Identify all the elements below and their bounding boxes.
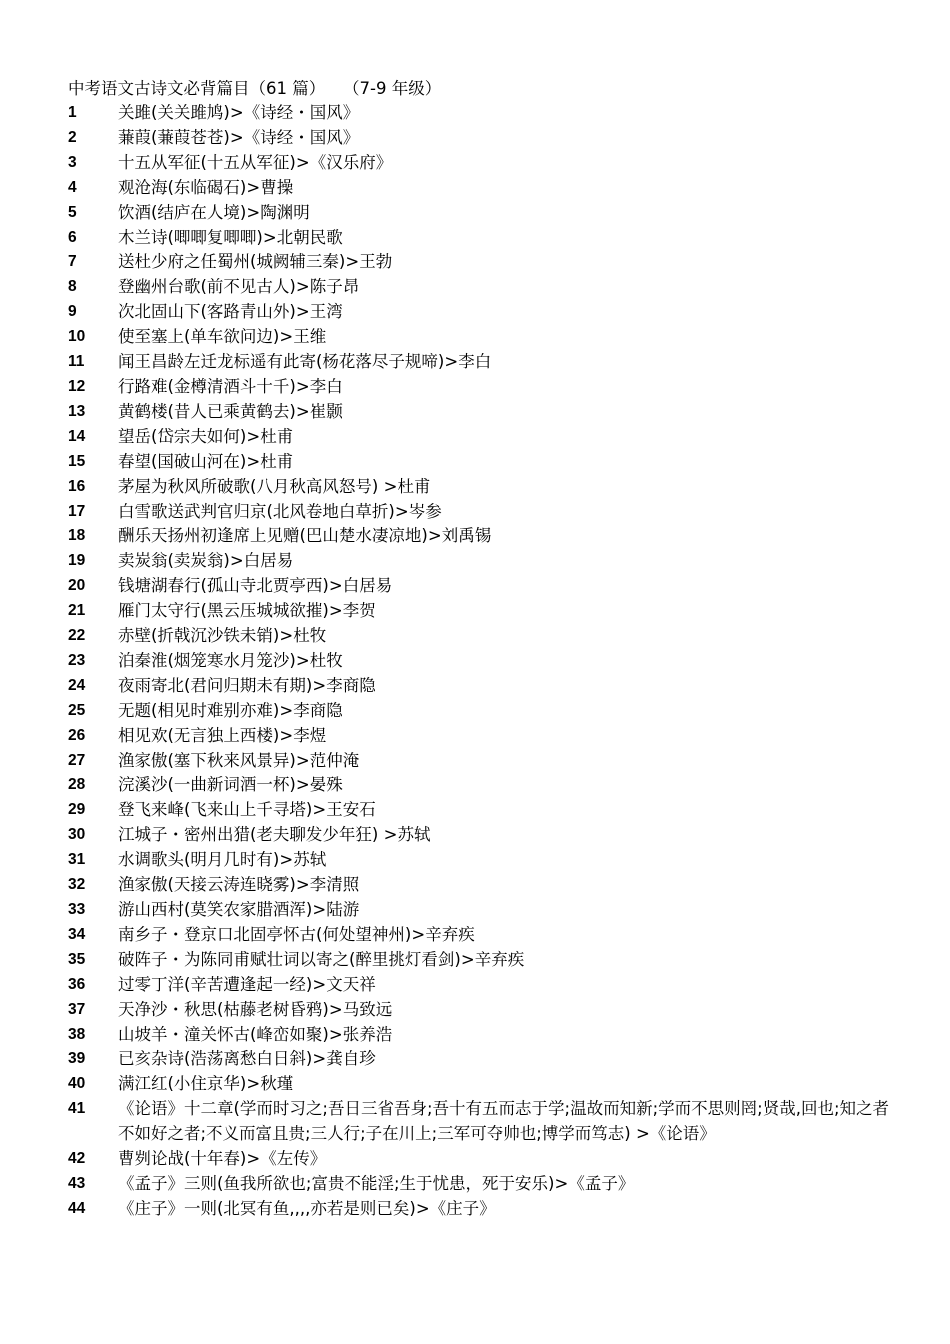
list-item: [68, 1097, 898, 1147]
item-text: 饮酒(结庐在人境)>陶渊明: [118, 202, 310, 222]
list-item: [68, 151, 898, 176]
item-number: 25: [68, 701, 86, 719]
grade-range: （7-9 年级）: [351, 79, 442, 98]
item-text: 相见欢(无言独上西楼)>李煜: [118, 725, 327, 745]
item-number: 35: [68, 950, 86, 968]
item-number: 17: [68, 502, 86, 520]
item-text: 赤壁(折戟沉沙铁未销)>杜牧: [118, 626, 327, 646]
item-text: 使至塞上(单车欲问边)>王维: [118, 327, 327, 347]
item-text: 行路难(金樽清酒斗十千)>李白: [118, 376, 343, 396]
item-number: 9: [68, 303, 77, 321]
item-number: 22: [68, 627, 86, 645]
item-number: 4: [68, 178, 77, 196]
list-item: [68, 350, 898, 375]
list-item: [68, 998, 898, 1023]
item-text: 《孟子》三则(鱼我所欲也;富贵不能淫;生于忧患，死于安乐)>《孟子》: [118, 1173, 635, 1193]
item-text: 破阵子・为陈同甫赋壮词以寄之(醉里挑灯看剑)>辛弃疾: [118, 949, 525, 969]
item-text: 次北固山下(客路青山外)>王湾: [118, 302, 343, 322]
item-number: 6: [68, 228, 77, 246]
item-number: 26: [68, 726, 86, 744]
list-item: [68, 724, 898, 749]
item-number: 43: [68, 1174, 86, 1192]
item-number: 29: [68, 801, 86, 819]
item-number: 13: [68, 402, 86, 420]
list-item: [68, 500, 898, 525]
list-item: [68, 375, 898, 400]
list-item: [68, 475, 898, 500]
item-number: 1: [68, 104, 77, 121]
list-item: [68, 300, 898, 325]
item-text: 登幽州台歌(前不见古人)>陈子昂: [118, 277, 360, 297]
item-text: 《庄子》一则(北冥有鱼,,,,亦若是则已矣)>《庄子》: [118, 1198, 496, 1218]
item-text: 南乡子・登京口北固亭怀古(何处望神州)>辛弃疾: [118, 924, 475, 944]
item-number: 38: [68, 1025, 86, 1043]
list-item: [68, 549, 898, 574]
item-text: 钱塘湖春行(孤山寺北贾亭西)>白居易: [118, 576, 393, 596]
list-item: [68, 101, 898, 126]
item-text: 白雪歌送武判官归京(北风卷地白草折)>岑参: [118, 501, 442, 521]
item-text: 黄鹤楼(昔人已乘黄鹤去)>崔颢: [118, 401, 343, 421]
item-text: 《论语》十二章(学而时习之;吾日三省吾身;吾十有五而志于学;温故而知新;学而不思则罔;贤哉,回也;知之者不如好之者;不义而富且贵;三人行;子在川上;三军可夺帅也;博学而笃志) >《论语》: [118, 1099, 890, 1144]
item-text: 游山西村(莫笑农家腊酒浑)>陆游: [118, 900, 360, 919]
list-item: [68, 624, 898, 649]
item-text: 蒹葭(蒹葭苍苍)>《诗经・国风》: [118, 127, 360, 147]
list-item: [68, 773, 898, 798]
item-text: 山坡羊・潼关怀古(峰峦如聚)>张养浩: [118, 1024, 393, 1044]
list-item: [68, 425, 898, 450]
item-number: 27: [68, 751, 86, 769]
item-text: 关雎(关关雎鸠)>《诗经・国风》: [118, 103, 360, 122]
item-text: 浣溪沙(一曲新词酒一杯)>晏殊: [118, 775, 343, 795]
item-number: 42: [68, 1150, 86, 1168]
list-item: [68, 749, 898, 774]
item-number: 32: [68, 876, 86, 894]
list-item: [68, 649, 898, 674]
item-number: 2: [68, 128, 77, 146]
item-text: 渔家傲(天接云涛连晓雾)>李清照: [118, 875, 360, 895]
title-text: 中考语文古诗文必背篇目（61 篇）: [68, 79, 326, 98]
item-number: 19: [68, 552, 86, 570]
list-item: [68, 450, 898, 475]
item-text: 江城子・密州出猎(老夫聊发少年狂) >苏轼: [118, 825, 431, 845]
item-text: 十五从军征(十五从军征)>《汉乐府》: [118, 152, 393, 172]
item-text: 茅屋为秋风所破歌(八月秋高风怒号) >杜甫: [118, 476, 431, 496]
item-number: 39: [68, 1050, 86, 1068]
list-item: [68, 201, 898, 226]
list-item: [68, 674, 898, 699]
item-text: 观沧海(东临碣石)>曹操: [118, 177, 294, 197]
item-number: 3: [68, 153, 77, 171]
list-item: [68, 823, 898, 848]
item-text: 渔家傲(塞下秋来风景异)>范仲淹: [118, 750, 360, 770]
item-number: 15: [68, 452, 86, 470]
list-item: [68, 226, 898, 251]
item-text: 天净沙・秋思(枯藤老树昏鸦)>马致远: [118, 999, 393, 1019]
list-item: [68, 400, 898, 425]
list-item: [68, 1072, 898, 1097]
list-item: [68, 1147, 898, 1172]
list-item: [68, 524, 898, 549]
list-item: [68, 250, 898, 275]
list-item: [68, 599, 898, 624]
item-number: 28: [68, 776, 86, 794]
item-text: 望岳(岱宗夫如何)>杜甫: [118, 426, 294, 446]
item-text: 卖炭翁(卖炭翁)>白居易: [118, 551, 294, 571]
list-item: [68, 798, 898, 823]
list-item: [68, 1023, 898, 1048]
item-number: 24: [68, 676, 86, 694]
list-item: [68, 699, 898, 724]
list-item: [68, 126, 898, 151]
item-text: 送杜少府之任蜀州(城阙辅三秦)>王勃: [118, 252, 393, 272]
item-text: 已亥杂诗(浩荡离愁白日斜)>龚自珍: [118, 1049, 376, 1069]
item-number: 30: [68, 826, 86, 844]
list-item: [68, 1197, 898, 1222]
list-item: [68, 873, 898, 898]
item-number: 34: [68, 925, 86, 943]
item-number: 18: [68, 527, 86, 545]
item-text: 夜雨寄北(君问归期未有期)>李商隐: [118, 675, 376, 695]
item-text: 登飞来峰(飞来山上千寻塔)>王安石: [118, 800, 376, 820]
list-item: [68, 275, 898, 300]
item-number: 40: [68, 1075, 86, 1093]
item-text: 无题(相见时难别亦难)>李商隐: [118, 700, 343, 720]
list-item: [68, 848, 898, 873]
item-text: 泊秦淮(烟笼寒水月笼沙)>杜牧: [118, 650, 343, 670]
item-number: 41: [68, 1100, 86, 1118]
item-number: 33: [68, 901, 86, 918]
item-number: 20: [68, 577, 86, 595]
item-number: 7: [68, 253, 77, 271]
list-item: [68, 973, 898, 998]
item-number: 5: [68, 203, 77, 221]
item-number: 8: [68, 278, 77, 296]
item-text: 春望(国破山河在)>杜甫: [118, 451, 294, 471]
item-number: 31: [68, 851, 86, 869]
item-text: 水调歌头(明月几时有)>苏轼: [118, 850, 327, 870]
item-number: 36: [68, 975, 86, 993]
item-number: 21: [68, 602, 86, 620]
list-item: [68, 176, 898, 201]
document-title: [68, 78, 441, 100]
list-item: [68, 574, 898, 599]
item-text: 曹刿论战(十年春)>《左传》: [118, 1149, 327, 1169]
list-item: [68, 898, 898, 923]
list-item: [68, 948, 898, 973]
item-number: 12: [68, 377, 86, 395]
item-number: 11: [68, 353, 85, 371]
list-item: [68, 1172, 898, 1197]
item-number: 14: [68, 427, 86, 445]
item-text: 过零丁洋(辛苦遭逢起一经)>文天祥: [118, 974, 376, 994]
item-number: 23: [68, 651, 86, 669]
item-text: 雁门太守行(黑云压城城欲摧)>李贺: [118, 601, 376, 621]
item-number: 44: [68, 1199, 86, 1217]
item-text: 酬乐天扬州初逢席上见赠(巴山楚水凄凉地)>刘禹锡: [118, 526, 492, 546]
item-text: 闻王昌龄左迁龙标遥有此寄(杨花落尽子规啼)>李白: [118, 352, 492, 372]
list-item: [68, 325, 898, 350]
item-number: 10: [68, 328, 86, 346]
item-text: 木兰诗(唧唧复唧唧)>北朝民歌: [118, 227, 343, 247]
item-text: 满江红(小住京华)>秋瑾: [118, 1074, 294, 1094]
list-item: [68, 923, 898, 948]
item-number: 16: [68, 477, 86, 495]
poem-list: [68, 101, 898, 1222]
item-number: 37: [68, 1000, 86, 1018]
list-item: [68, 1047, 898, 1072]
